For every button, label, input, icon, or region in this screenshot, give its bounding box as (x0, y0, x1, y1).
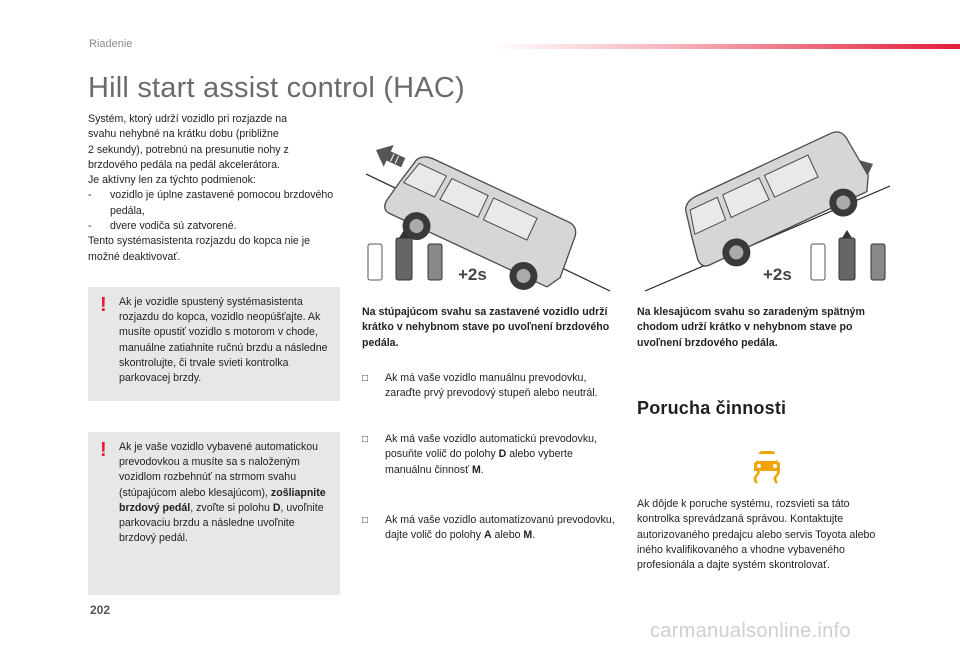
intro-line: 2 sekundy), potrebnú na presunutie nohy z (88, 143, 289, 156)
warning-box-automatic (88, 432, 340, 595)
list-item: □ Ak má vaše vozidlo manuálnu prevodovku, zaraďte prvý prevodový stupeň alebo neutrál. (362, 371, 620, 402)
uphill-illustration (362, 128, 627, 293)
fault-description: Ak dôjde k poruche systému, rozsvieti sa táto kontrolka sprevádzaná správou. Kontaktujte autorizovaného predajcu alebo servis Toyota alebo iného kvalifikovaného a vhodne vybaveného profesionála a dajte systém skontrolovať. (637, 498, 876, 572)
direction-arrow-icon (371, 139, 408, 173)
section-header: Riadenie (89, 38, 133, 50)
downhill-caption: Na klesajúcom svahu so zaradeným spätným chodom udrží krátko v nehybnom stave po uvoľnení brzdového pedála. (637, 306, 865, 349)
page-title: Hill start assist control (HAC) (88, 72, 465, 104)
checkbox-bullet-icon: □ (362, 515, 369, 526)
timer-badge: +2s (458, 265, 487, 284)
watermark: carmanualsonline.info (650, 620, 851, 642)
warning-icon: ! (100, 439, 107, 461)
intro-line: brzdového pedála na pedál akcelerátora. (88, 158, 281, 171)
pedals-icon (368, 230, 442, 280)
warning-text: Ak je vozidle spustený systémasistenta rozjazdu do kopca, vozidlo neopúšťajte. Ak musíte opustiť vozidlo s motorom v chode, manuálne zatiahnite ručnú brzdu a následne skontrolujte, či trvale svieti kontrolka parkovacej brzdy. (119, 296, 328, 385)
warning-icon: ! (100, 294, 107, 316)
list-item: □ Ak má vaše vozidlo automatickú prevodovku, posuňte volič do polohy D alebo vyberte manuálnu činnosť M. (362, 432, 620, 478)
downhill-illustration (635, 128, 900, 293)
intro-text (88, 112, 343, 265)
section-heading: Porucha činnosti (637, 398, 787, 418)
intro-closing: Tento systémasistenta rozjazdu do kopca nie je možné deaktivovať. (88, 235, 311, 263)
timer-badge: +2s (763, 265, 792, 284)
list-item: □ Ak má vaše vozidlo automatizovanú prevodovku, dajte volič do polohy A alebo M. (362, 513, 620, 544)
warning-box-parking-brake (88, 287, 340, 401)
skid-warning-icon (747, 448, 787, 489)
checkbox-bullet-icon: □ (362, 434, 369, 445)
intro-line: Systém, ktorý udrží vozidlo pri rozjazde na (88, 113, 288, 125)
checkbox-bullet-icon: □ (362, 373, 369, 384)
warning-text: Ak je vaše vozidlo vybavené automatickou prevodovkou a musíte sa s naloženým vozidlom rozbehnúť na strmom svahu (stúpajúcom alebo klesajúcom), zošliapnite brzdový pedál, zvoľte si polohu D, uvoľnite parkovaciu brzdu a následne uvoľnite brzdový pedál. (119, 441, 326, 545)
condition-item: - vozidlo je úplne zastavené pomocou brzdového pedála, (88, 189, 334, 217)
page-number: 202 (90, 603, 111, 617)
uphill-caption: Na stúpajúcom svahu sa zastavené vozidlo udrží krátko v nehybnom stave po uvoľnení brzdového pedála. (362, 306, 610, 349)
pedals-icon (811, 230, 885, 280)
intro-line: svahu nehybné na krátku dobu (približne (88, 128, 279, 141)
condition-item: - dvere vodiča sú zatvorené. (88, 220, 237, 233)
intro-line: Je aktívny len za týchto podmienok: (88, 174, 256, 187)
header-accent-bar (490, 44, 960, 49)
